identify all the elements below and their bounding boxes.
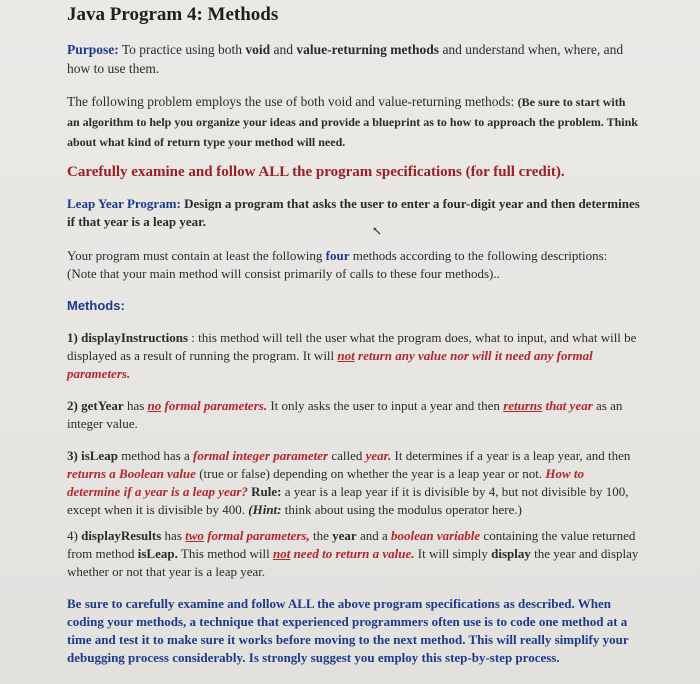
m3-em2: year. bbox=[365, 448, 392, 463]
m2-text-1: It only asks the user to input a year and then bbox=[267, 398, 504, 413]
m2-text-2: as an integer value. bbox=[67, 398, 623, 431]
m4-year: year bbox=[332, 528, 357, 543]
m4-em3: need to return a value. bbox=[290, 546, 415, 561]
m3-em1: formal integer parameter bbox=[193, 448, 329, 463]
leap-paragraph bbox=[67, 195, 640, 231]
leap-text: Design a program that asks the user to enter a four-digit year and then determines if that year is a leap year. bbox=[67, 196, 640, 229]
m3-text-4: (true or false) depending on whether the year is a leap year or not. bbox=[195, 466, 546, 481]
m2-returns: returns bbox=[503, 398, 543, 413]
m4-text-3: containing the value returned from method bbox=[67, 528, 636, 561]
m3-rule: Rule: bbox=[247, 484, 282, 499]
page-title: Java Program 4: Methods bbox=[67, 4, 279, 25]
intro-text: The following problem employs the use of both void and value-returning methods: bbox=[67, 94, 518, 109]
m2-no: no bbox=[147, 398, 162, 413]
must-text-2: methods according to the following descriptions: (Note that your main method will consist primarily of calls to these four methods).. bbox=[67, 248, 608, 281]
m2-num: 2) bbox=[67, 398, 82, 413]
must-four: four bbox=[325, 248, 350, 263]
m3-text-5: a year is a leap year if it is divisible by 4, but not divisible by 100, except when it is divisible by 400. bbox=[67, 484, 629, 517]
leap-label: Leap Year Program: bbox=[67, 196, 181, 211]
method-1 bbox=[67, 329, 640, 383]
m1-em: return any value nor will it need any formal parameters. bbox=[67, 348, 593, 381]
intro-paragraph bbox=[67, 92, 640, 152]
intro-bold: (Be sure to start with an algorithm to help you organize your ideas and provide a blueprint as to how to approach the problem. Think about what kind of return type your method will need. bbox=[67, 95, 638, 149]
m4-display: display bbox=[491, 546, 531, 561]
specifications-heading: Carefully examine and follow ALL the program specifications (for full credit). bbox=[67, 164, 565, 180]
purpose-value: value-returning methods bbox=[296, 42, 440, 57]
methods-label: Methods: bbox=[67, 298, 125, 313]
m4-isleap: isLeap. bbox=[137, 546, 178, 561]
m4-text-6: the year and display whether or not that year is a leap year. bbox=[67, 546, 639, 579]
purpose-void: void bbox=[245, 42, 271, 57]
m3-text-3: It determines if a year is a leap year, and then bbox=[391, 448, 631, 463]
m1-num: 1) bbox=[67, 330, 82, 345]
m2-name: getYear bbox=[81, 398, 124, 413]
m3-text-2: called bbox=[328, 448, 366, 463]
mouse-cursor-icon: ↖ bbox=[372, 224, 383, 238]
m2-em2: that year bbox=[542, 398, 593, 413]
m4-has: has bbox=[161, 528, 186, 543]
m4-text-4: This method will bbox=[177, 546, 273, 561]
m3-hint: (Hint: bbox=[248, 502, 282, 517]
method-4 bbox=[67, 527, 640, 581]
m4-num: 4) bbox=[67, 528, 82, 543]
m3-em4: How to determine if a year is a leap year? bbox=[67, 466, 585, 499]
m4-text-1: the bbox=[309, 528, 333, 543]
m3-text-6: think about using the modulus operator here.) bbox=[281, 502, 522, 517]
purpose-text-2: and understand when, where, and how to use them. bbox=[67, 42, 624, 76]
m2-has: has bbox=[123, 398, 148, 413]
m1-text: : this method will tell the user what the program does, what to input, and what will be displayed as a result of running the program. It will bbox=[67, 330, 637, 363]
m1-name: displayInstructions bbox=[81, 330, 189, 345]
purpose-paragraph bbox=[67, 40, 640, 78]
m4-name: displayResults bbox=[81, 528, 162, 543]
must-paragraph bbox=[67, 247, 640, 283]
m1-not: not bbox=[337, 348, 355, 363]
m4-two: two bbox=[185, 528, 204, 543]
m3-num: 3) bbox=[67, 448, 82, 463]
closing-paragraph: Be sure to carefully examine and follow ALL the above program specifications as described. When coding your methods, a technique that experienced programmers often use is to code one method at a time and test it to make sure it works before moving to the next method. This will really simplify your debugging process considerably. Is strongly suggest you employ this step-by-step process. bbox=[67, 596, 629, 665]
m4-text-5: It will simply bbox=[414, 546, 492, 561]
m3-name: isLeap bbox=[81, 448, 118, 463]
m3-em3: returns a Boolean value bbox=[67, 466, 196, 481]
must-text-1: Your program must contain at least the following bbox=[67, 248, 326, 263]
m2-em: formal parameters. bbox=[161, 398, 268, 413]
m4-text-2: and a bbox=[356, 528, 391, 543]
m4-not: not bbox=[272, 546, 291, 561]
m3-text-1: method has a bbox=[117, 448, 194, 463]
method-2 bbox=[67, 397, 640, 433]
m4-em2: boolean variable bbox=[390, 528, 481, 543]
purpose-text-1: To practice using both bbox=[118, 42, 246, 57]
purpose-and: and bbox=[270, 42, 297, 57]
method-3 bbox=[67, 447, 640, 519]
purpose-label: Purpose: bbox=[67, 42, 119, 57]
m4-em1: formal parameters, bbox=[203, 528, 310, 543]
